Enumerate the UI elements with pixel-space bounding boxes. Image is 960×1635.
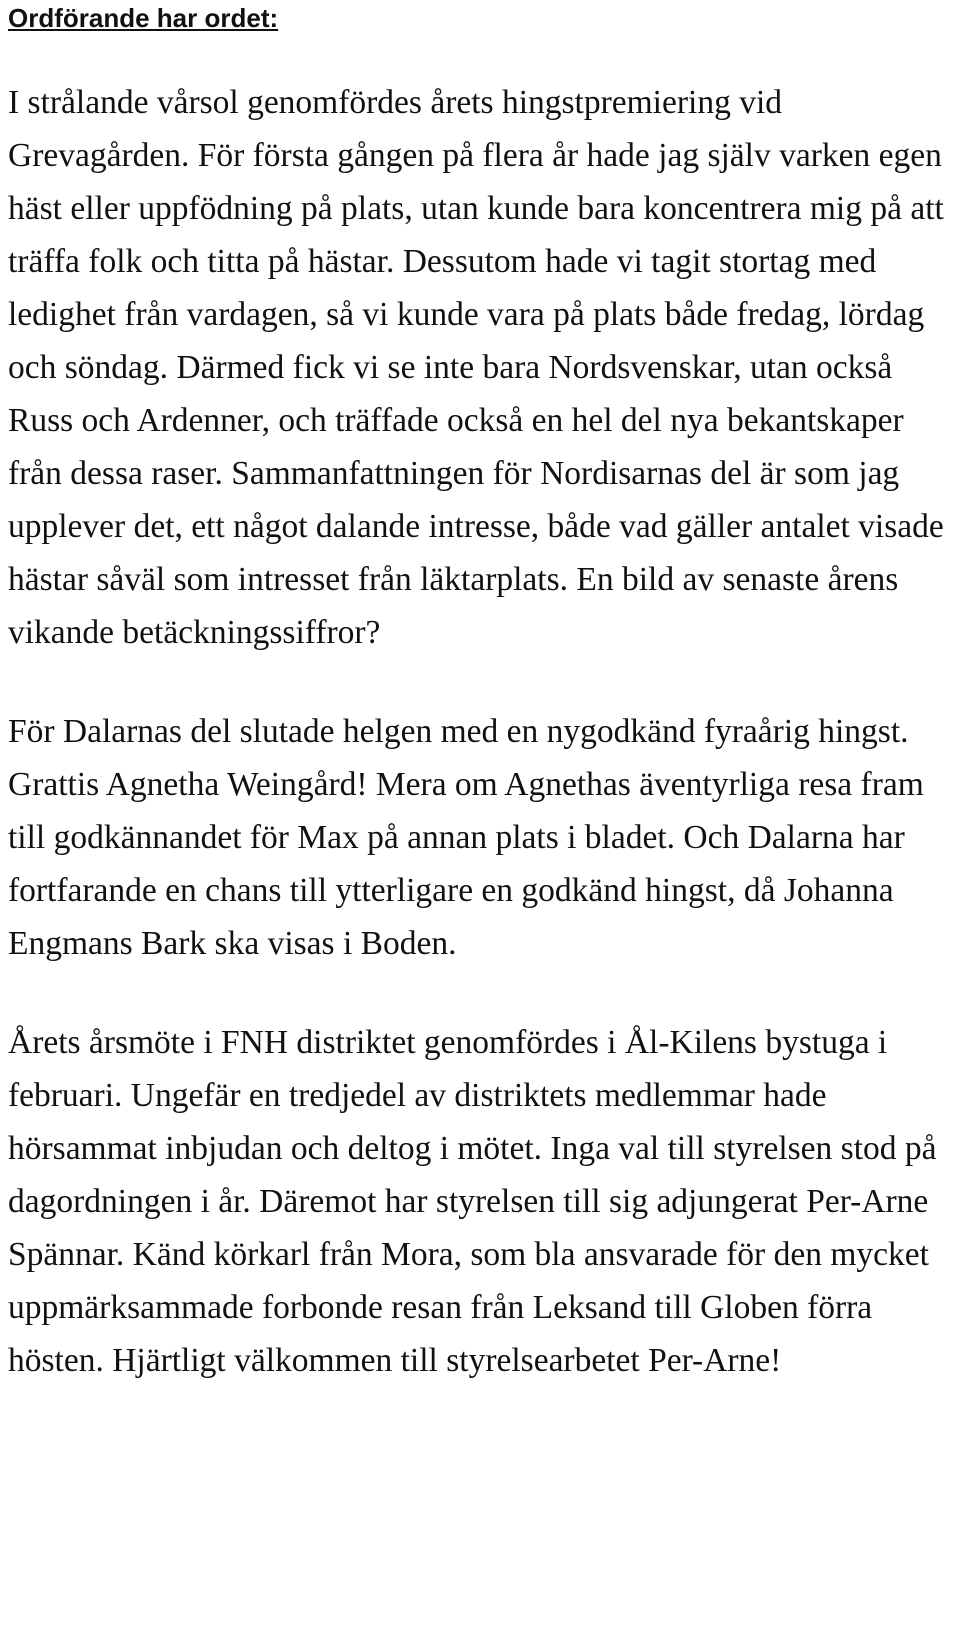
paragraph-3: Årets årsmöte i FNH distriktet genomfördes i Ål-Kilens bystuga i februari. Ungefär en tredjedel av distriktets medlemmar hade hörsammat inbjudan och deltog i mötet. Inga val till styrelsen stod på dagordningen i år. Däremot har styrelsen till sig adjungerat Per-Arne Spännar. Känd körkarl från Mora, som bla ansvarade för den mycket uppmärksammade forbonde resan från Leksand till Globen förra hösten. Hjärtligt välkommen till styrelsearbetet Per-Arne!: [8, 1024, 937, 1379]
document-page: [8, 0, 956, 1387]
paragraph-1: I strålande vårsol genomfördes årets hingstpremiering vid Grevagården. För första gången på flera år hade jag själv varken egen häst eller uppfödning på plats, utan kunde bara koncentrera mig på att träffa folk och titta på hästar. Dessutom hade vi tagit stortag med ledighet från vardagen, så vi kunde vara på plats både fredag, lördag och söndag. Därmed fick vi se inte bara Nordsvenskar, utan också Russ och Ardenner, och träffade också en hel del nya bekantskaper från dessa raser. Sammanfattningen för Nordisarnas del är som jag upplever det, ett något dalande intresse, både vad gäller antalet visade hästar såväl som intresset från läktarplats. En bild av senaste årens vikande betäckningssiffror?: [8, 84, 944, 651]
paragraph-2: För Dalarnas del slutade helgen med en nygodkänd fyraårig hingst. Grattis Agnetha Weingård! Mera om Agnethas äventyrliga resa fram till godkännandet för Max på annan plats i bladet. Och Dalarna har fortfarande en chans till ytterligare en godkänd hingst, då Johanna Engmans Bark ska visas i Boden.: [8, 713, 924, 962]
page-title: Ordförande har ordet:: [8, 3, 279, 33]
